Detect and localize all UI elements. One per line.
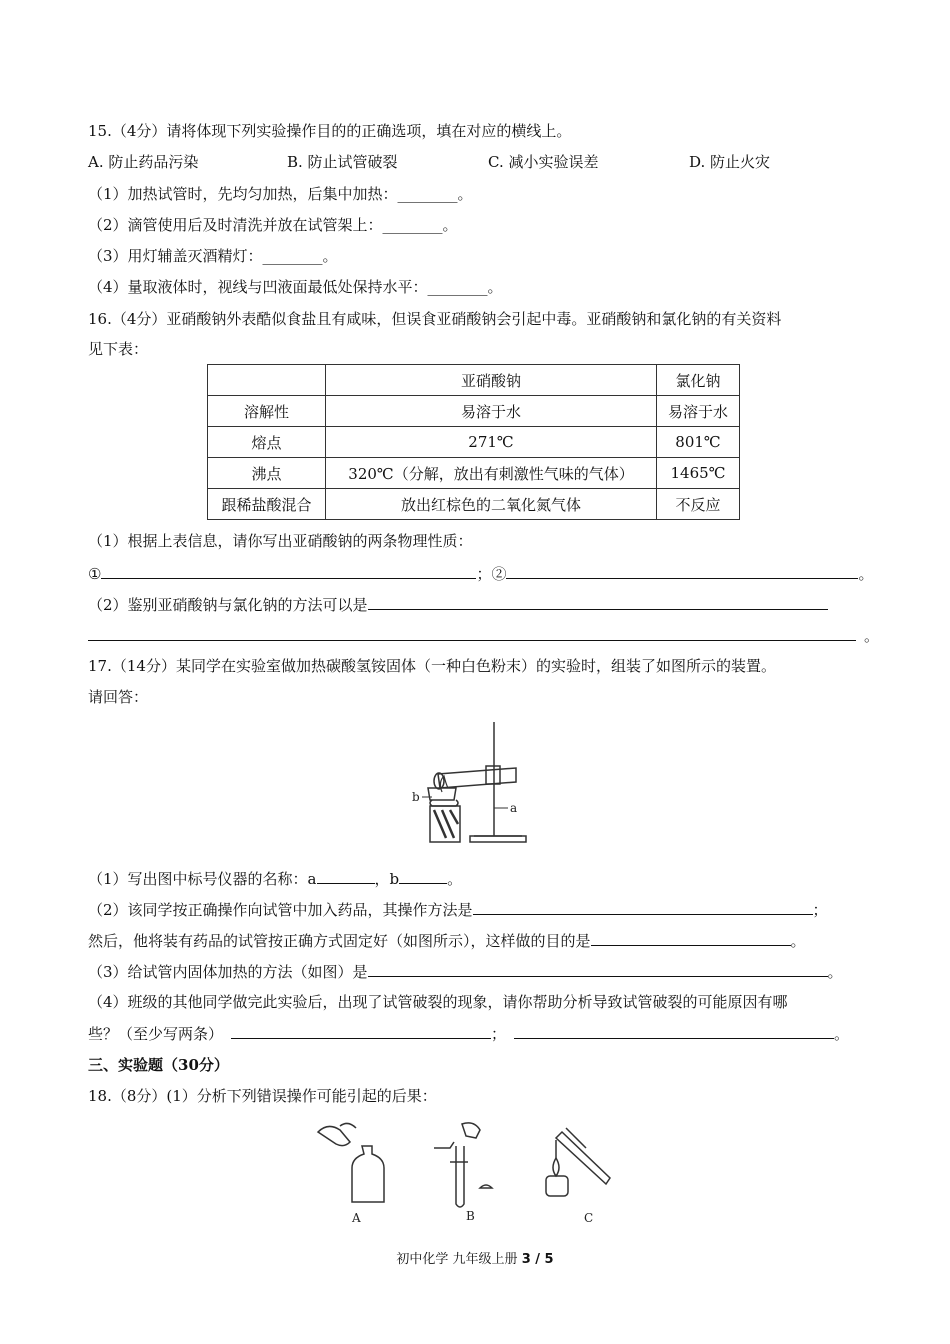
q15-option-b: B. 防止试管破裂 xyxy=(287,153,398,171)
answer-blank-reason-2[interactable] xyxy=(514,1023,834,1039)
separator-mark: ； xyxy=(491,1025,507,1043)
q16-stem-line1: 16.（4分）亚硝酸钠外表酷似食盐且有咸味，但误食亚硝酸钠会引起中毒。亚硝酸钠和氯化钠的有关资料 xyxy=(88,310,782,328)
iron-stand-base xyxy=(470,836,526,842)
test-tube-b xyxy=(456,1146,464,1207)
table-cell: 跟稀盐酸混合 xyxy=(208,489,326,520)
q15-item-2: （2）滴管使用后及时清洗并放在试管架上：________。 xyxy=(88,216,458,234)
q15-item-4: （4）量取液体时，视线与凹液面最低处保持水平：________。 xyxy=(88,278,503,296)
separator-mark: ；② xyxy=(476,565,507,583)
q17-sub1 xyxy=(88,868,462,889)
q16-sub1: （1）根据上表信息，请你写出亚硝酸钠的两条物理性质： xyxy=(88,532,473,550)
label-b: b xyxy=(412,790,420,804)
q18-stem: 18.（8分）(1）分析下列错误操作可能引起的后果： xyxy=(88,1087,437,1105)
circled-one-mark: ① xyxy=(88,565,102,583)
period-mark: 。 xyxy=(864,627,880,645)
table-row xyxy=(208,427,740,458)
label-a: A xyxy=(352,1211,361,1225)
table-cell: 易溶于水 xyxy=(326,396,657,427)
table-cell: 沸点 xyxy=(208,458,326,489)
period-mark: 。 xyxy=(834,1025,850,1043)
answer-blank-instrument-a[interactable] xyxy=(317,868,375,884)
heating-apparatus-figure xyxy=(398,718,538,850)
table-cell: 320℃（分解，放出有刺激性气味的气体） xyxy=(326,458,657,489)
table-row xyxy=(208,489,740,520)
period-mark: 。 xyxy=(858,565,874,583)
q16-stem-line2: 见下表： xyxy=(88,340,149,358)
q15-item-3: （3）用灯辅盖灭酒精灯：________。 xyxy=(88,247,338,265)
flame-c xyxy=(553,1158,559,1176)
separator-mark: ； xyxy=(812,901,828,919)
answer-blank-method-1[interactable] xyxy=(368,594,828,610)
q17-sub2-b xyxy=(88,930,806,951)
q16-sub2 xyxy=(88,594,828,615)
answer-blank-reason-1[interactable] xyxy=(231,1023,491,1039)
period-mark: 。 xyxy=(447,870,463,888)
answer-blank-property-1[interactable] xyxy=(101,563,476,579)
answer-blank-method-2[interactable] xyxy=(88,625,856,641)
page-number: 3 / 5 xyxy=(521,1252,554,1267)
table-header-cell xyxy=(208,365,326,396)
q17-sub2-b-text: 然后，他将装有药品的试管按正确方式固定好（如图所示），这样做的目的是 xyxy=(88,932,591,950)
q17-stem-line2: 请回答： xyxy=(88,688,149,706)
q17-sub3-text: （3）给试管内固体加热的方法（如图）是 xyxy=(88,963,368,981)
q17-sub4-line1: （4）班级的其他同学做完此实验后，出现了试管破裂的现象，请你帮助分析导致试管破裂的可能原因有哪 xyxy=(88,993,788,1011)
q17-sub2-a xyxy=(88,899,828,920)
table-header-cell: 氯化钠 xyxy=(657,365,740,396)
q17-sub2-a-text: （2）该同学按正确操作向试管中加入药品，其操作方法是 xyxy=(88,901,473,919)
section-3-title: 三、实验题（30分） xyxy=(88,1056,229,1074)
answer-blank-purpose[interactable] xyxy=(591,930,791,946)
answer-blank-add-reagent[interactable] xyxy=(473,899,813,915)
table-cell: 易溶于水 xyxy=(657,396,740,427)
q17-sub4-line2 xyxy=(88,1023,849,1044)
table-cell: 熔点 xyxy=(208,427,326,458)
answer-blank-instrument-b[interactable] xyxy=(399,868,447,884)
stopper xyxy=(480,1185,492,1188)
q17-stem-line1: 17.（14分）某同学在实验室做加热碳酸氢铵固体（一种白色粉末）的实验时，组装了如图所示的装置。 xyxy=(88,657,776,675)
alcohol-lamp-cap xyxy=(428,788,456,800)
q15-option-a: A. 防止药品污染 xyxy=(88,153,199,171)
wrong-operations-figure xyxy=(310,1118,630,1228)
table-cell: 271℃ xyxy=(326,427,657,458)
q16-sub2-cont xyxy=(88,625,879,646)
test-tube xyxy=(438,768,516,788)
alcohol-lamp-c xyxy=(546,1176,568,1196)
hand-b xyxy=(434,1142,454,1148)
table-cell: 1465℃ xyxy=(657,458,740,489)
reagent-bottle xyxy=(352,1146,384,1202)
q15-option-d: D. 防止火灾 xyxy=(689,153,771,171)
q16-sub1-answers xyxy=(88,563,873,584)
properties-table xyxy=(207,364,740,520)
table-cell: 不反应 xyxy=(657,489,740,520)
answer-blank-property-2[interactable] xyxy=(506,563,858,579)
page-footer xyxy=(0,1248,950,1267)
table-cell: 溶解性 xyxy=(208,396,326,427)
label-a: a xyxy=(510,801,518,815)
q15-item-1: （1）加热试管时，先均匀加热，后集中加热：________。 xyxy=(88,185,473,203)
footer-text: 初中化学 九年级上册 xyxy=(396,1252,518,1267)
table-header-cell: 亚硝酸钠 xyxy=(326,365,657,396)
table-row xyxy=(208,458,740,489)
period-mark: 。 xyxy=(827,963,843,981)
table-header-row xyxy=(208,365,740,396)
q17-sub3 xyxy=(88,961,843,982)
label-c: C xyxy=(584,1211,594,1225)
q17-sub1-text-a: （1）写出图中标号仪器的名称：a xyxy=(88,870,317,888)
q15-option-c: C. 减小实验误差 xyxy=(488,153,599,171)
period-mark: 。 xyxy=(790,932,806,950)
q15-stem: 15.（4分）请将体现下列实验操作目的的正确选项，填在对应的横线上。 xyxy=(88,122,572,140)
label-b: B xyxy=(466,1209,475,1223)
q17-sub4-text: 些？（至少写两条） xyxy=(88,1025,224,1043)
q16-sub2-text: （2）鉴别亚硝酸钠与氯化钠的方法可以是 xyxy=(88,596,368,614)
hand-a xyxy=(318,1126,350,1145)
table-row xyxy=(208,396,740,427)
answer-blank-heating-method[interactable] xyxy=(368,961,828,977)
table-cell: 801℃ xyxy=(657,427,740,458)
q17-sub1-text-b: ，b xyxy=(374,870,400,888)
table-cell: 放出红棕色的二氧化氮气体 xyxy=(326,489,657,520)
